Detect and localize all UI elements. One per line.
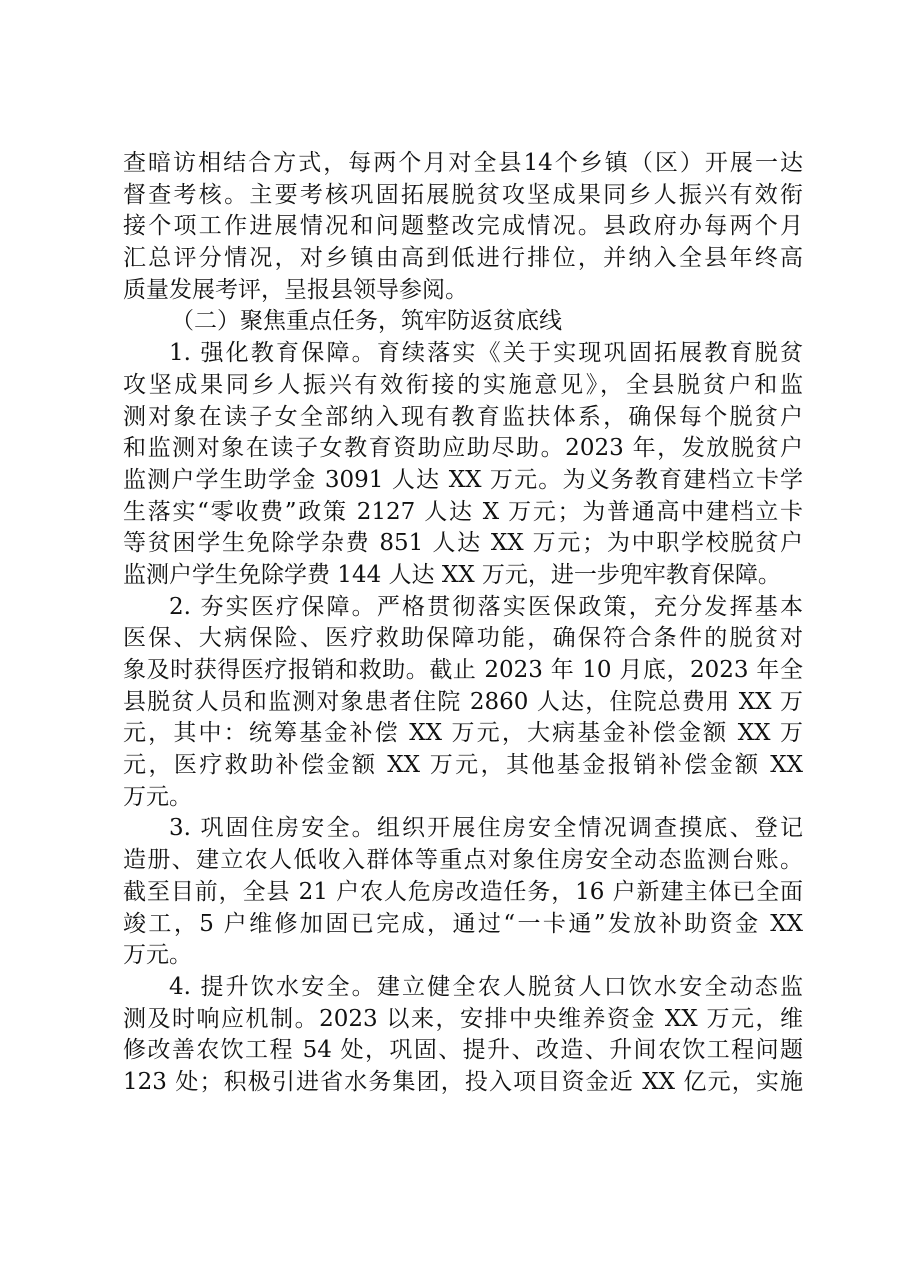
paragraph-line: 生落实“零收费”政策 2127 人达 X 万元；为普通高中建档立卡: [123, 498, 803, 525]
paragraph-line: 测及时响应机制。2023 以来，安排中央维养资金 XX 万元，维: [123, 1005, 803, 1032]
paragraph-line: 和监测对象在读子女教育资助应助尽助。2023 年，发放脱贫户: [123, 435, 803, 462]
document-body: [123, 148, 803, 1099]
paragraph-line: 质量发展考评，呈报县领导参阅。: [123, 276, 468, 303]
paragraph-line: 元，医疗救助补偿金额 XX 万元，其他基金报销补偿金额 XX: [123, 752, 803, 779]
paragraph-line: 竣工，5 户维修加固已完成，通过“一卡通”发放补助资金 XX: [123, 910, 803, 937]
paragraph-line: 县脱贫人员和监测对象患者住院 2860 人达，住院总费用 XX 万: [123, 688, 803, 715]
paragraph-line: 接个项工作进展情况和问题整改完成情况。县政府办每两个月: [123, 213, 803, 240]
paragraph-line: 督查考核。主要考核巩固拓展脱贫攻坚成果同乡人振兴有效衔: [123, 181, 803, 208]
paragraph-line: 截至目前，全县 21 户农人危房改造任务，16 户新建主体已全面: [123, 878, 803, 905]
paragraph-line: 万元。: [123, 783, 192, 810]
paragraph-line: 123 处；积极引进省水务集团，投入项目资金近 XX 亿元，实施: [123, 1068, 803, 1095]
paragraph-line: 万元。: [123, 942, 192, 969]
paragraph-line: 修改善农饮工程 54 处，巩固、提升、改造、升间农饮工程问题: [123, 1037, 803, 1064]
paragraph-line: 监测户学生助学金 3091 人达 XX 万元。为义务教育建档立卡学: [123, 466, 803, 493]
paragraph-line: 元，其中：统筹基金补偿 XX 万元，大病基金补偿金额 XX 万: [123, 720, 803, 747]
paragraph-line: 4. 提升饮水安全。建立健全农人脱贫人口饮水安全动态监: [169, 973, 803, 1000]
paragraph-line: 2. 夯实医疗保障。严格贯彻落实医保政策，充分发挥基本: [169, 593, 803, 620]
paragraph-line: 攻坚成果同乡人振兴有效衔接的实施意见》，全县脱贫户和监: [123, 371, 803, 398]
paragraph-line: 测对象在读子女全部纳入现有教育监扶体系，确保每个脱贫户: [123, 403, 803, 430]
paragraph-line: 监测户学生免除学费 144 人达 XX 万元，进一步兜牢教育保障。: [123, 561, 781, 588]
paragraph-line: 汇总评分情况，对乡镇由高到低进行排位，并纳入全县年终高: [123, 245, 803, 272]
paragraph-line: 造册、建立农人低收入群体等重点对象住房安全动态监测台账。: [123, 847, 803, 874]
paragraph-line: 等贫困学生免除学杂费 851 人达 XX 万元；为中职学校脱贫户: [123, 530, 803, 557]
paragraph-line: 象及时获得医疗报销和救助。截止 2023 年 10 月底，2023 年全: [123, 657, 803, 683]
paragraph-line: 1. 强化教育保障。育续落实《关于实现巩固拓展教育脱贫: [169, 340, 803, 367]
paragraph-line: 查暗访相结合方式，每两个月对全县14个乡镇（区）开展一达: [123, 150, 803, 176]
paragraph-line: 医保、大病保险、医疗救助保障功能，确保符合条件的脱贫对: [123, 625, 803, 652]
section-heading: （二）聚焦重点任务，筑牢防返贫底线: [171, 308, 562, 335]
paragraph-line: 3. 巩固住房安全。组织开展住房安全情况调查摸底、登记: [169, 815, 803, 842]
